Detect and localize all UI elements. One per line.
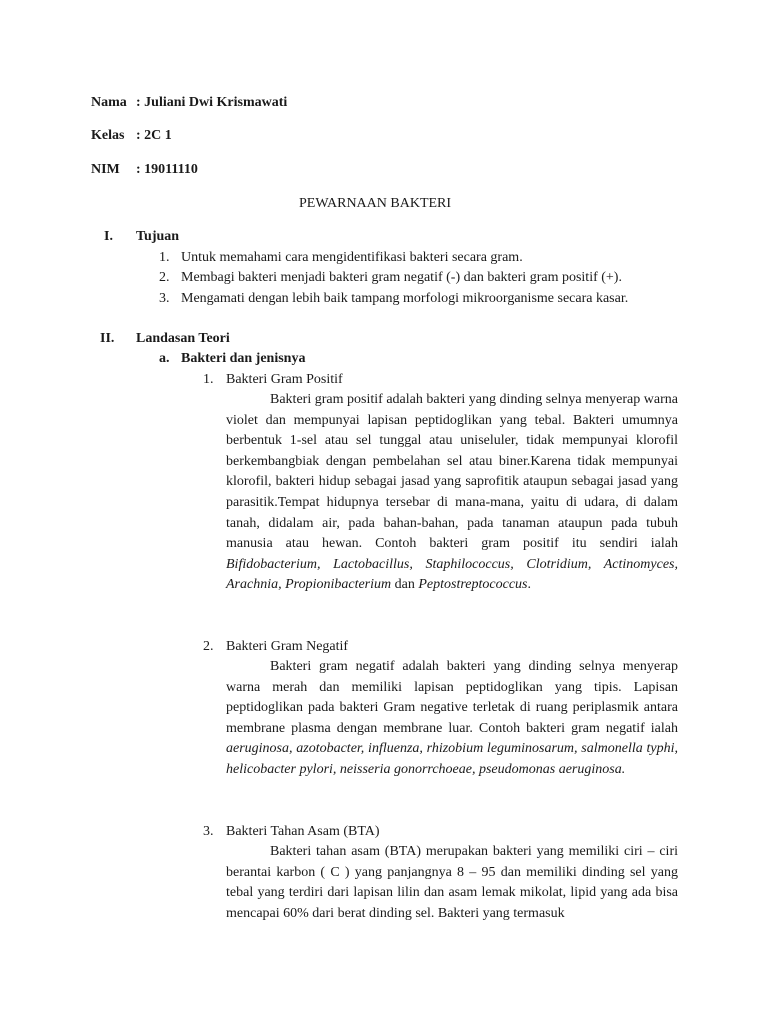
item-1-number: 1. — [203, 372, 214, 387]
objective-2-number: 2. — [159, 270, 170, 285]
item-3-paragraph — [226, 842, 678, 924]
objective-3-text: Mengamati dengan lebih baik tampang morfologi mikroorganisme secara kasar. — [181, 291, 629, 306]
name-value: : Juliani Dwi Krismawati — [136, 95, 288, 110]
objective-3-number: 3. — [159, 291, 170, 306]
item-2-examples: aeruginosa, azotobacter, influenza, rhizobium leguminosarum, salmonella typhi, helicobacter pylori, neisseria gonorrchoeae, pseudomonas aeruginosa. — [226, 741, 678, 777]
item-3-title: Bakteri Tahan Asam (BTA) — [226, 824, 380, 839]
section-2-numeral: II. — [100, 331, 115, 346]
item-2-body: Bakteri gram negatif adalah bakteri yang dinding selnya menyerap warna merah dan memiliki lapisan peptidoglikan yang tipis. Lapisan peptidoglikan pada bakteri Gram negative terletak di ruang periplasmik antara membrane plasma dengan membrane luar. Contoh bakteri gram negatif ialah — [226, 659, 678, 736]
section-1-heading: Tujuan — [136, 229, 180, 244]
item-1-title: Bakteri Gram Positif — [226, 372, 343, 387]
subsection-a-letter: a. — [159, 351, 170, 366]
item-2-title: Bakteri Gram Negatif — [226, 639, 349, 654]
item-2-paragraph — [226, 657, 678, 781]
section-1-numeral: I. — [104, 229, 113, 244]
item-1-paragraph — [226, 390, 678, 596]
item-1-end: . — [527, 577, 531, 593]
subsection-a-heading: Bakteri dan jenisnya — [181, 351, 306, 366]
item-3-number: 3. — [203, 824, 214, 839]
name-label: Nama — [91, 95, 127, 110]
section-2-heading: Landasan Teori — [136, 331, 230, 346]
class-value: : 2C 1 — [136, 128, 172, 143]
objective-2-text: Membagi bakteri menjadi bakteri gram negatif (-) dan bakteri gram positif (+). — [181, 270, 622, 285]
class-label: Kelas — [91, 128, 125, 143]
item-3-body: Bakteri tahan asam (BTA) merupakan bakteri yang memiliki ciri – ciri berantai karbon ( C ) yang panjangnya 8 – 95 dan memiliki dinding sel yang tebal yang terdiri dari lapisan lilin dan asam lemak mikolat, lipid yang ada bisa mencapai 60% dari berat dinding sel. Bakteri yang termasuk — [226, 844, 678, 921]
nim-value: : 19011110 — [136, 162, 198, 177]
item-1-examples: Bifidobacterium, Lactobacillus, Staphilococcus, Clotridium, Actinomyces, Arachnia, Propionibacterium — [226, 556, 678, 593]
item-1-conjunction: dan — [394, 577, 415, 593]
objective-1-text: Untuk memahami cara mengidentifikasi bakteri secara gram. — [181, 250, 523, 265]
document-title: PEWARNAAN BAKTERI — [299, 196, 452, 211]
nim-label: NIM — [91, 162, 120, 177]
objective-1-number: 1. — [159, 250, 170, 265]
item-2-number: 2. — [203, 639, 214, 654]
item-1-last-example: Peptostreptococcus — [418, 577, 528, 593]
item-1-body: Bakteri gram positif adalah bakteri yang dinding selnya menyerap warna violet dan mempunyai lapisan peptidoglikan yang tebal. Bakteri umumnya berbentuk 1-sel atau sel tunggal atau uniseluler, tidak mempunyai klorofil berkembangbiak dengan pembelahan sel atau biner.Karena tidak mempunyai klorofil, bakteri hidup sebagai jasad yang saprofitik ataupun sebagai jasad yang parasitik.Tempat hidupnya tersebar di mana-mana, yaitu di udara, di dalam tanah, didalam air, pada bahan-bahan, pada tanaman ataupun pada tubuh manusia atau hewan. Contoh bakteri gram positif itu sendiri ialah — [226, 392, 678, 552]
